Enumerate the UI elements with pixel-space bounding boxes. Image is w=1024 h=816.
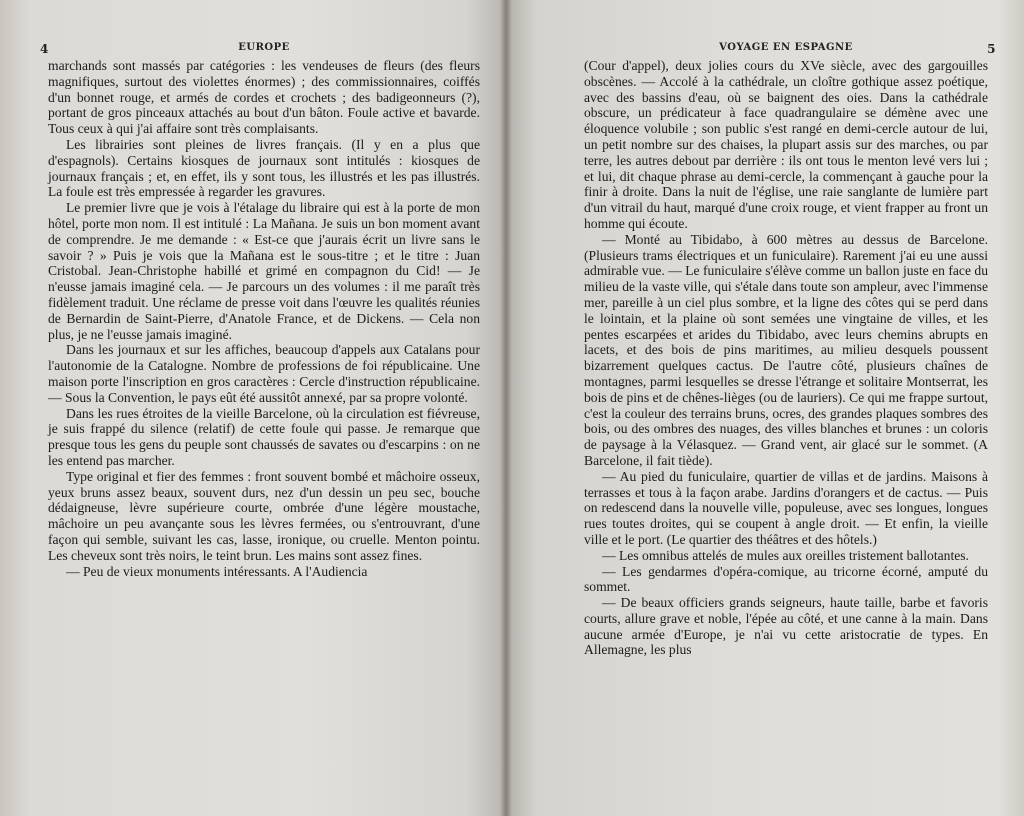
right-running-head: VOYAGE EN ESPAGNE [719, 42, 853, 53]
right-page-header [584, 42, 996, 58]
right-page-text [584, 58, 988, 658]
paragraph: — Les gendarmes d'opéra-comique, au tricorne écorné, amputé du sommet. [584, 563, 988, 595]
paragraph: Type original et fier des femmes : front souvent bombé et mâchoire osseux, yeux bruns assez beaux, souvent durs, nez d'un dessin un peu sec, bouche dédaigneuse, lèvre supérieure courte, ombrée d'une légère moustache, mâchoire un peu avançante sous les lèvres fermées, ou s'entrouvrant, d'une façon qui semble, suivant les cas, lasse, ironique, ou cruelle. Menton pointu. Les cheveux sont très noirs, le teint brun. Les mains sont assez fines. [48, 468, 480, 563]
paragraph: Le premier livre que je vois à l'étalage du libraire qui est à la porte de mon hôtel, porte mon nom. Il est intitulé : La Mañana. Je suis un bon moment avant de comprendre. Je me demande : « Est-ce que j'aurais écrit un livre sans le savoir ? » Puis je vois que la Mañana est le sous-titre ; et le titre : Juan Cristobal. Jean-Christophe habillé et grimé en compagnon du Cid! — Je n'eusse jamais imaginé cela. — Je parcours un des volumes : il me paraît très fidèlement traduit. Une réclame de presse voit dans l'œuvre les qualités réunies de Bernardin de Saint-Pierre, d'Anatole France, et de Dickens. — Cela non plus, je ne l'eusse jamais imaginé. [48, 200, 480, 342]
paragraph: — De beaux officiers grands seigneurs, haute taille, barbe et favoris courts, allure grave et noble, l'épée au côté, et une canne à la main. Dans aucune armée d'Europe, je n'ai vu cette aristocratie de types. En Allemagne, les plus [584, 595, 988, 658]
left-running-head: EUROPE [238, 42, 290, 53]
paragraph: — Les omnibus attelés de mules aux oreilles tristement ballotantes. [602, 547, 969, 563]
left-page [0, 0, 506, 816]
left-page-header [40, 42, 480, 58]
paragraph: Dans les journaux et sur les affiches, beaucoup d'appels aux Catalans pour l'autonomie de la Catalogne. Nombre de professions de foi républicaine. Une maison porte l'inscription en gros caractères : Cercle d'instruction républicaine. — Sous la Convention, le pays eût été aussitôt annexé, par sa propre volonté. [48, 342, 480, 405]
paragraph: Dans les rues étroites de la vieille Barcelone, où la circulation est fiévreuse, je suis frappé du silence (relatif) de cette foule qui passe. Je remarque que presque tous les gens du peuple sont chaussés de savates ou d'escarpins : on ne les entend pas marcher. [48, 405, 480, 468]
right-page-number: 5 [987, 42, 996, 56]
paragraph: — Monté au Tibidabo, à 600 mètres au dessus de Barcelone. (Plusieurs trams électriques et un funiculaire). Rarement j'ai eu une aussi admirable vue. — Le funiculaire s'élève comme un ballon juste en face du milieu de la vaste ville, qui s'étale dans toute son ampleur, avec l'immense mer, pareille à un ciel plus sombre, et la ligne des côtes qui se perd dans le lointain, et la plaine où sont semées une vingtaine de villes, et les pentes escarpées et arides du Tibidabo, avec leurs chemins abrupts en lacets, et des bois de pins maritimes, au milieu desquels poussent bizarrement quelques cactus. De l'autre côté, plusieurs chaînes de montagnes, parmi lesquelles se dresse l'étrange et solitaire Montserrat, les bois de pins et de chênes-lièges (ou de lauriers). Ce qui me frappe surtout, c'est la couleur des terrains bruns, ocres, des grandes plaques sombres des bois, ou des ombres des nuages, des villes blanches et brunes : un coloris de paysage à la Vélasquez. — Grand vent, air glacé sur le sommet. (A Barcelone, il fait tiède). [584, 231, 988, 468]
left-page-number: 4 [40, 42, 49, 56]
paragraph: — Peu de vieux monuments intéressants. A l'Audiencia [66, 563, 368, 579]
right-page [506, 0, 1024, 816]
left-page-text [48, 58, 480, 579]
paragraph: (Cour d'appel), deux jolies cours du XVe siècle, avec des gargouilles obscènes. — Accolé à la cathédrale, un cloître gothique assez poétique, avec des bassins d'eau, où se baignent des oies. Dans la cathédrale obscure, un prédicateur à face quadrangulaire se démène avec une éloquence volubile ; son public s'est rangé en demi-cercle autour de lui, un petit nombre sur des chaises, la plupart assis sur des marches, ou par terre, les autres debout par derrière : ils ont tous le menton levé vers lui ; et lui, dit chaque phrase au demi-cercle, la commençant à gauche pour la finir à droite. Dans la nuit de l'église, une raie sanglante de lumière part d'un vitrail du haut, marqué d'une croix rouge, et vient frapper au front un homme qui écoute. [584, 58, 988, 231]
book-gutter [500, 0, 512, 816]
paragraph: Les librairies sont pleines de livres français. (Il y en a plus que d'espagnols). Certains kiosques de journaux sont intitulés : kiosques de journaux français ; et, en effet, ils y sont tous, les illustrés et les pas illustrés. La foule est très empressée à regarder les gravures. [48, 136, 480, 200]
paragraph: marchands sont massés par catégories : les vendeuses de fleurs (des fleurs magnifiques, surtout des violettes énormes) ; des commissionnaires, coiffés d'un bonnet rouge, et armés de cordes et crochets ; des badigeonneurs (?), portant de gros pinceaux attachés au bout d'un bâton. Foule active et bavarde. Tous ceux à qui j'ai affaire sont très complaisants. [48, 58, 480, 137]
paragraph: — Au pied du funiculaire, quartier de villas et de jardins. Maisons à terrasses et tous à la façon arabe. Jardins d'orangers et de cactus. — Puis on redescend dans la nouvelle ville, populeuse, avec ses longues, longues rues toutes droites, qui se coupent à angle droit. — Et enfin, la vieille ville et le port. (Le quartier des théâtres et des hôtels.) [584, 468, 988, 547]
